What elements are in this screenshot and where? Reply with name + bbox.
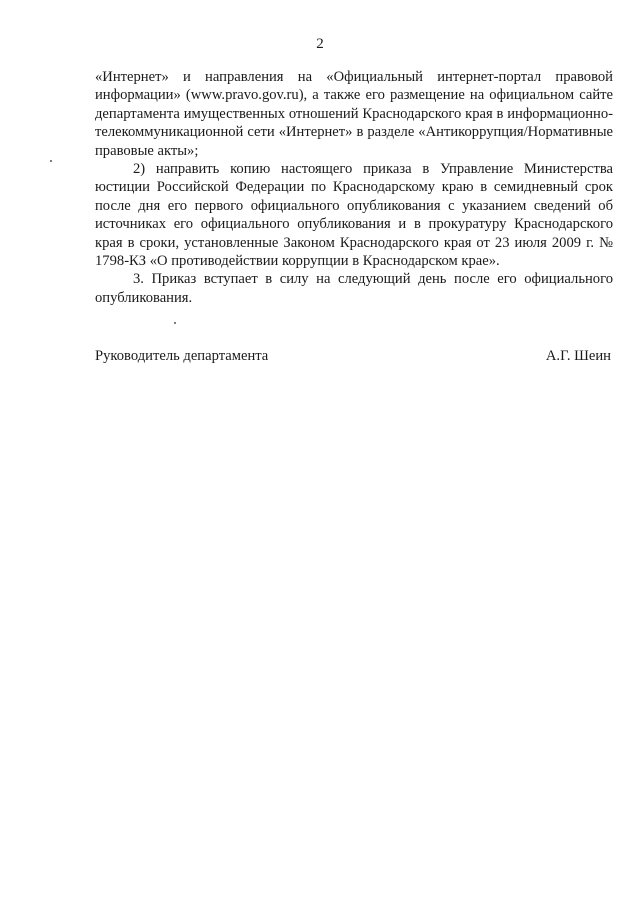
paragraph-item-3: 3. Приказ вступает в силу на следующий день после его официального опубликования.: [95, 271, 613, 306]
scan-speck: [50, 160, 52, 162]
scan-speck: [174, 322, 176, 324]
document-body: [95, 68, 613, 307]
paragraph-item-2: 2) направить копию настоящего приказа в Управление Министерства юстиции Российской Федерации по Краснодарскому краю в семидневный срок после дня его первого официального опубликования с указанием сведений об источниках его официального опубликования и в прокуратуру Краснодарского края в сроки, установленные Законом Краснодарского края от 23 июля 2009 г. № 1798-КЗ «О противодействии коррупции в Краснодарском крае».: [95, 161, 613, 270]
signatory-name: А.Г. Шеин: [545, 348, 611, 364]
paragraph-continuation: «Интернет» и направления на «Официальный интернет-портал правовой информации» (www.pravo.gov.ru), а также его размещение на официальном сайте департамента имущественных отношений Краснодарского края в информационно-телекоммуникационной сети «Интернет» в разделе «Антикоррупция/Нормативные правовые акты»;: [95, 69, 613, 159]
signatory-position: Руководитель департамента: [95, 348, 269, 364]
page-number: 2: [316, 36, 324, 52]
